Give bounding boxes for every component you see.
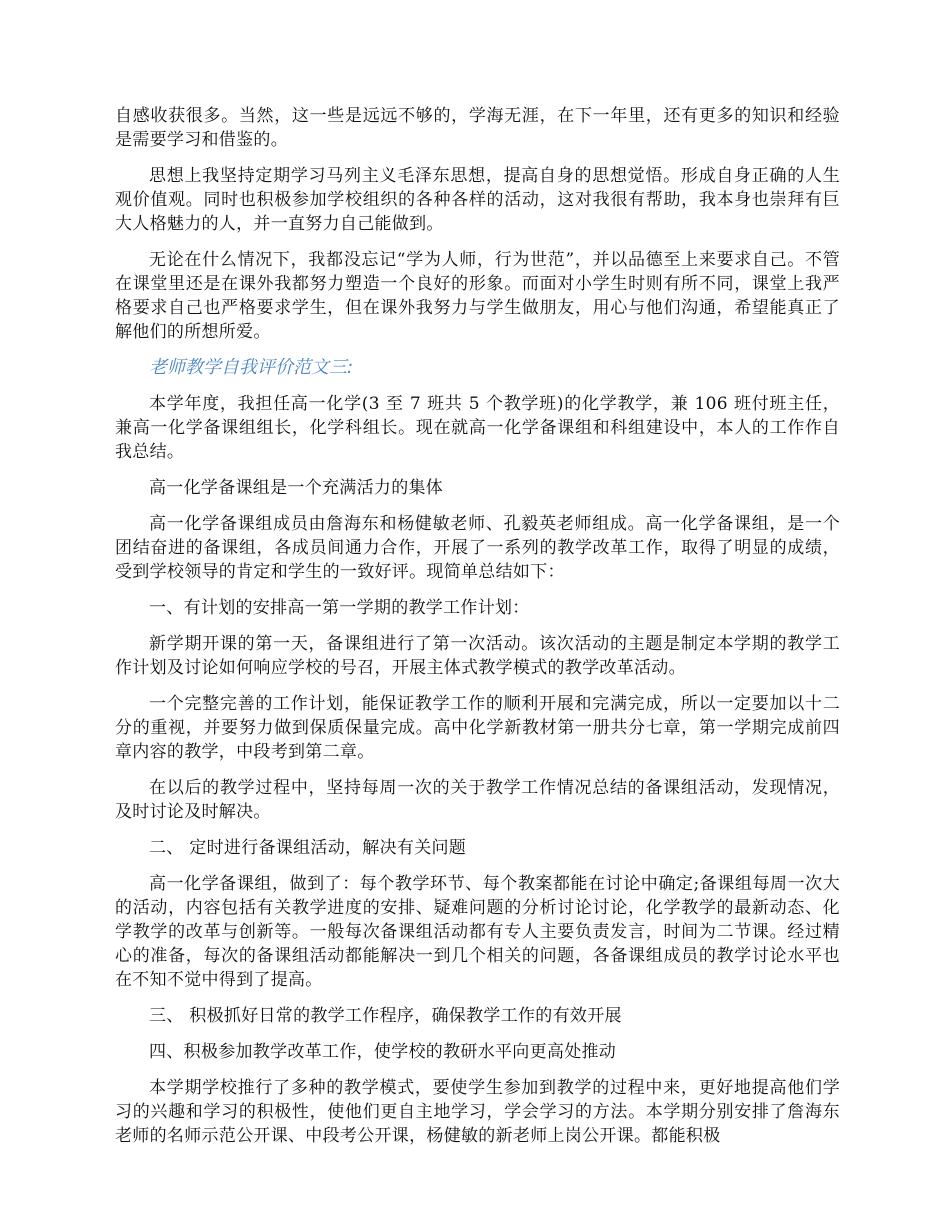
paragraph: 本学年度，我担任高一化学(3 至 7 班共 5 个教学班)的化学教学，兼 106 班付班主任，兼高一化学备课组组长，化学科组长。现在就高一化学备课组和科组建设中，本人的工作作自我总结。: [115, 394, 840, 462]
paragraph: 四、积极参加教学改革工作，使学校的教研水平向更高处推动: [149, 1042, 617, 1062]
paragraph: 二、 定时进行备课组活动，解决有关问题: [149, 838, 467, 858]
paragraph: 本学期学校推行了多种的教学模式，要使学生参加到教学的过程中来，更好地提高他们学习的兴趣和学习的积极性，使他们更自主地学习，学会学习的方法。本学期分别安排了詹海东老师的名师示范公开课、中段考公开课，杨健敏的新老师上岗公开课。都能积极: [115, 1078, 840, 1146]
paragraph: 高一化学备课组成员由詹海东和杨健敏老师、孔毅英老师组成。高一化学备课组，是一个团结奋进的备课组，各成员间通力合作，开展了一系列的教学改革工作，取得了明显的成绩，受到学校领导的肯定和学生的一致好评。现简单总结如下：: [115, 514, 840, 582]
paragraph: 高一化学备课组，做到了：每个教学环节、每个教案都能在讨论中确定;备课组每周一次大的活动，内容包括有关教学进度的安排、疑难问题的分析讨论讨论，化学教学的最新动态、化学教学的改革与创新等。一般每次备课组活动都有专人主要负责发言，时间为二节课。经过精心的准备，每次的备课组活动都能解决一到几个相关的问题，各备课组成员的教学讨论水平也在不知不觉中得到了提高。: [115, 874, 840, 990]
paragraph: 新学期开课的第一天，备课组进行了第一次活动。该次活动的主题是制定本学期的教学工作计划及讨论如何响应学校的号召，开展主体式教学模式的教学改革活动。: [115, 634, 840, 678]
paragraph: 在以后的教学过程中，坚持每周一次的关于教学工作情况总结的备课组活动，发现情况，及时讨论及时解决。: [115, 778, 840, 822]
paragraph: 一、有计划的安排高一第一学期的教学工作计划：: [149, 598, 530, 618]
paragraph: 高一化学备课组是一个充满活力的集体: [149, 478, 444, 498]
paragraph: 思想上我坚持定期学习马列主义毛泽东思想，提高自身的思想觉悟。形成自身正确的人生观价值观。同时也积极参加学校组织的各种各样的活动，这对我很有帮助，我本身也崇拜有巨大人格魅力的人，并一直努力自己能做到。: [115, 166, 840, 234]
section-heading: 老师教学自我评价范文三:: [149, 357, 354, 378]
paragraph: 自感收获很多。当然，这一些是远远不够的，学海无涯，在下一年里，还有更多的知识和经验是需要学习和借鉴的。: [115, 106, 840, 150]
paragraph: 三、 积极抓好日常的教学工作程序，确保教学工作的有效开展: [149, 1006, 622, 1026]
document-page: [115, 104, 840, 1160]
paragraph: 一个完整完善的工作计划，能保证教学工作的顺利开展和完满完成，所以一定要加以十二分的重视，并要努力做到保质保量完成。高中化学新教材第一册共分七章，第一学期完成前四章内容的教学，中段考到第二章。: [115, 694, 840, 762]
paragraph: 无论在什么情况下，我都没忘记“学为人师，行为世范”，并以品德至上来要求自己。不管在课堂里还是在课外我都努力塑造一个良好的形象。而面对小学生时则有所不同，课堂上我严格要求自己也严格要求学生，但在课外我努力与学生做朋友，用心与他们沟通，希望能真正了解他们的所想所爱。: [115, 250, 840, 342]
